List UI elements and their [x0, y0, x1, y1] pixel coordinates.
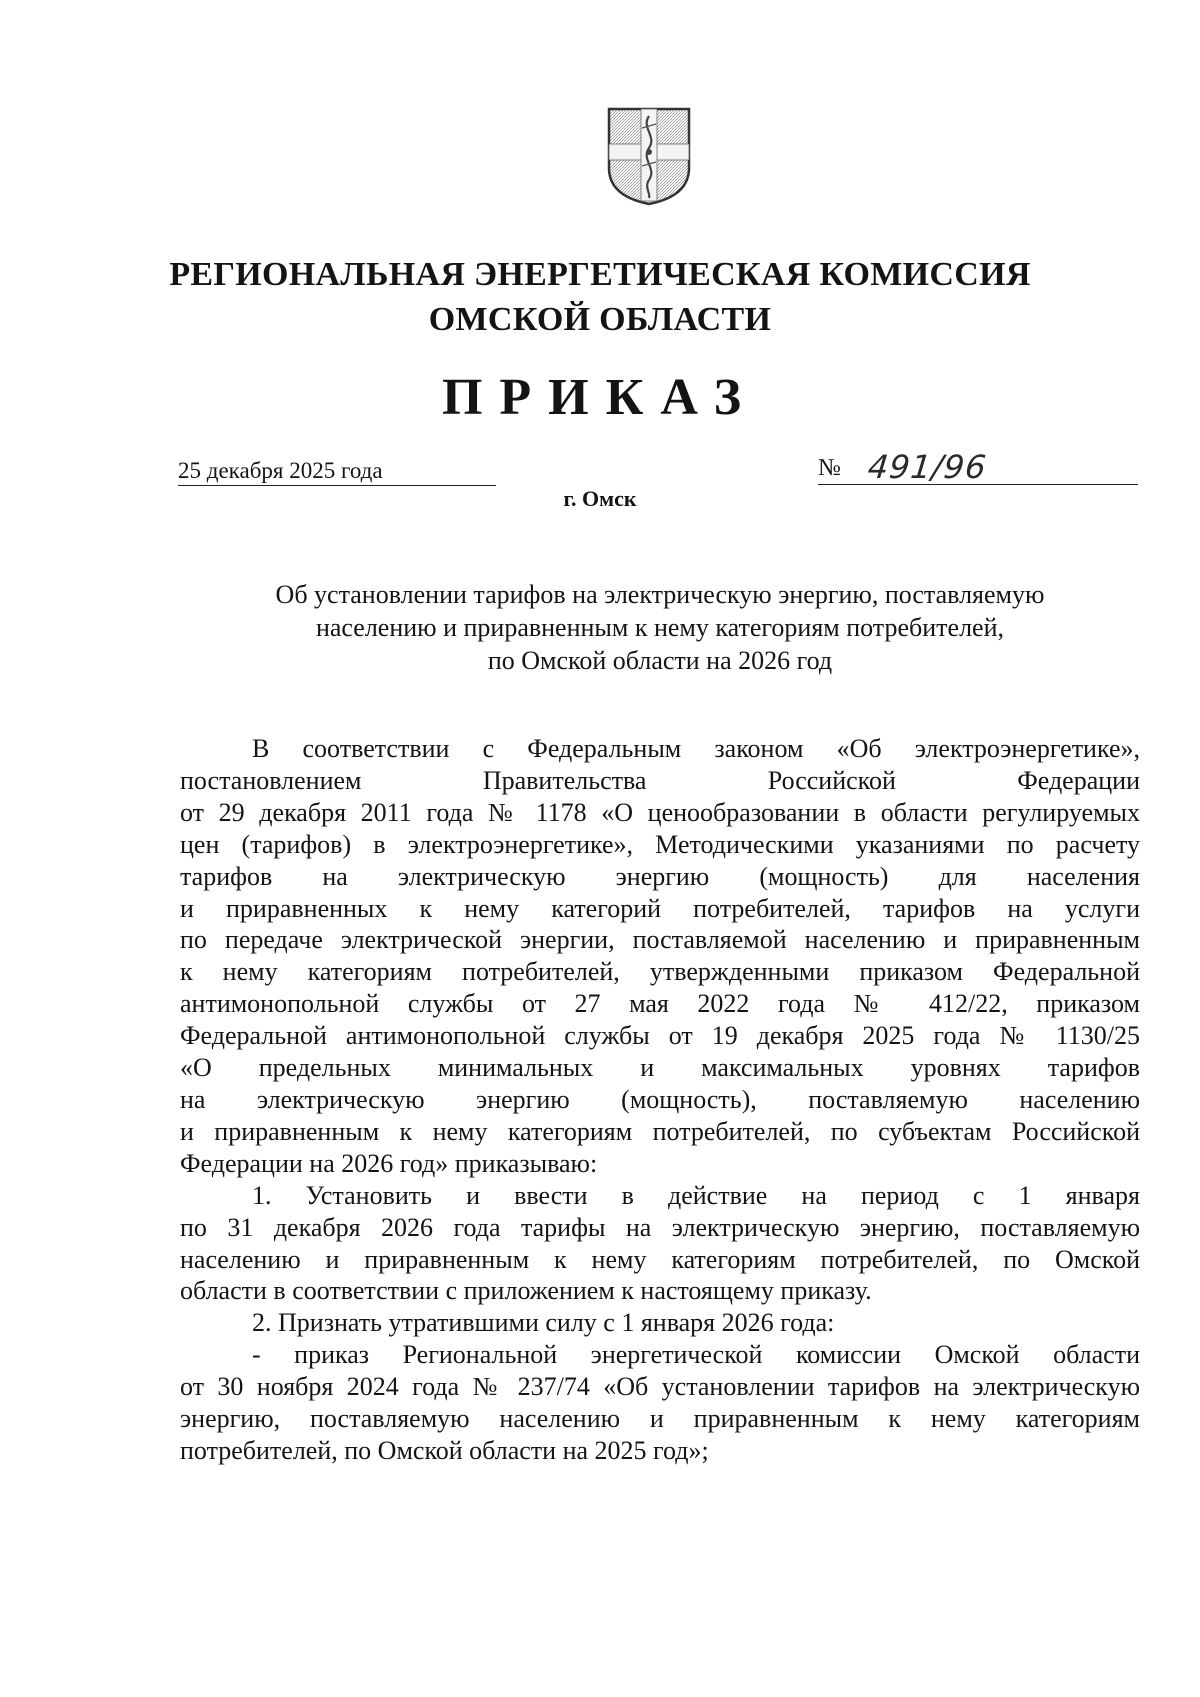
item-1-line: 1. Установить и ввести в действие на период с 1 января — [252, 1180, 1140, 1210]
body-line: от 29 декабря 2011 года № 1178 «О ценообразовании в области регулируемых — [180, 797, 1140, 827]
order-date: 25 декабря 2025 года — [178, 457, 496, 486]
body-line: Федерации на 2026 год» приказываю: — [180, 1148, 598, 1178]
omsk-coat-of-arms-icon — [606, 106, 692, 206]
number-sign: № — [818, 455, 841, 481]
subject-line: Об установлении тарифов на электрическую энергию, поставляемую — [275, 580, 1045, 609]
body-line: к нему категориям потребителей, утвержденными приказом Федеральной — [180, 957, 1140, 987]
city-label: г. Омск — [563, 486, 637, 511]
document-type-title: ПРИКАЗ — [441, 369, 759, 426]
body-line: Федеральной антимонопольной службы от 19 декабря 2025 года № 1130/25 — [180, 1021, 1140, 1051]
org-name-line1: РЕГИОНАЛЬНАЯ ЭНЕРГЕТИЧЕСКАЯ КОМИССИЯ — [169, 256, 1031, 293]
body-line: В соответствии с Федеральным законом «Об электроэнергетике», — [252, 734, 1140, 763]
item-1-line: области в соответствии с приложением к настоящему приказу. — [180, 1276, 872, 1306]
item-2-sub-line: от 30 ноября 2024 года № 237/74 «Об установлении тарифов на электрическую — [180, 1372, 1140, 1402]
org-name-line2: ОМСКОЙ ОБЛАСТИ — [428, 301, 772, 338]
order-body — [180, 733, 1140, 1467]
order-subject — [180, 578, 1140, 677]
item-1-line: по 31 декабря 2026 года тарифы на электрическую энергию, поставляемую — [180, 1212, 1140, 1242]
item-1-line: населению и приравненным к нему категориям потребителей, по Омской — [180, 1244, 1140, 1274]
body-line: и приравненным к нему категориям потребителей, по субъектам Российской — [180, 1116, 1140, 1146]
item-2-sub-line: энергию, поставляемую населению и приравненным к нему категориям — [180, 1404, 1140, 1434]
subject-line: населению и приравненным к нему категориям потребителей, — [315, 613, 1005, 642]
body-line: антимонопольной службы от 27 мая 2022 года № 412/22, приказом — [180, 989, 1140, 1019]
body-line: тарифов на электрическую энергию (мощность) для населения — [180, 861, 1140, 891]
handwritten-order-number: 491/96 — [866, 448, 989, 486]
item-2-line: 2. Признать утратившими силу с 1 января 2026 года: — [252, 1308, 835, 1338]
body-line: и приравненных к нему категорий потребителей, тарифов на услуги — [180, 893, 1140, 923]
body-line: на электрическую энергию (мощность), поставляемую населению — [180, 1084, 1140, 1114]
subject-line: по Омской области на 2026 год — [487, 646, 833, 675]
order-number-field — [818, 444, 1138, 485]
body-line: постановлением Правительства Российской Федерации — [180, 765, 1140, 795]
body-line: по передаче электрической энергии, поставляемой населению и приравненным — [180, 925, 1140, 955]
item-2-sub-line: - приказ Региональной энергетической комиссии Омской области — [252, 1340, 1140, 1370]
body-line: цен (тарифов) в электроэнергетике», Методическими указаниями по расчету — [180, 829, 1140, 859]
body-line: «О предельных минимальных и максимальных уровнях тарифов — [180, 1053, 1140, 1083]
item-2-sub-line: потребителей, по Омской области на 2025 год»; — [180, 1435, 709, 1465]
